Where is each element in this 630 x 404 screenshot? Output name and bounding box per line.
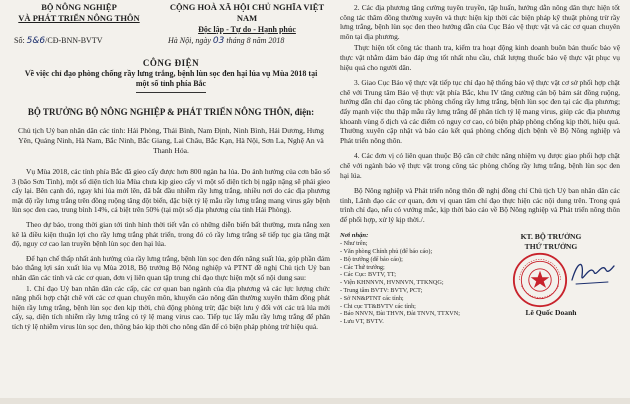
body-paragraph: 2. Các địa phương tăng cường tuyên truyền, tập huấn, hướng dẫn nông dân thực hiện tốt công tác thăm đồng thường xuyên và thực hiện kịp thời các biện pháp kỹ thuật phòng trừ rầy lưng trắng, bệnh lùn sọc đen theo hướng dẫn của Cục Bảo vệ thực vật và các cơ quan chuyên môn tại địa phương. <box>340 3 620 41</box>
paper-bottom-edge <box>0 398 630 404</box>
recipient-item: - Báo NNVN, Đài THVN, Đài TNVN, TTXVN; <box>340 310 460 318</box>
country-name: CỘNG HOÀ XÃ HỘI CHỦ NGHĨA VIỆT NAM <box>169 2 325 23</box>
addressee-list: Chủ tịch Uỷ ban nhân dân các tỉnh: Hải Phòng, Thái Bình, Nam Định, Ninh Bình, Hải Dương, Hưng Yên, Quảng Ninh, Hà Nam, Bắc Ninh, Bắc Giang, Lai Châu, Bắc Kạn, Hà Nội, Sơn La, Nghệ An và Thanh Hóa. <box>18 126 324 155</box>
body-paragraph: Thực hiện tốt công tác thanh tra, kiểm tra hoạt động kinh doanh buôn bán thuốc bảo vệ thực vật nhằm đảm bảo đáp ứng tốt nhất nhu cầu, chất lượng thuốc bảo vệ thực vật phục vụ hiệu quả cho người dân. <box>340 43 620 72</box>
addressor-line: BỘ TRƯỞNG BỘ NÔNG NGHIỆP & PHÁT TRIỂN NÔNG THÔN, điện: <box>27 107 315 117</box>
signer-block <box>482 232 620 318</box>
document-number <box>14 36 103 46</box>
recipient-item: - Các Thứ trưởng; <box>340 263 385 271</box>
recipient-item: - Chi cục TT&BVTV các tỉnh; <box>340 302 416 310</box>
document-subject: Về việc chỉ đạo phòng chống rầy lưng trắng, bệnh lùn sọc đen hại lúa vụ Mùa 2018 tại một số tỉnh phía Bắc <box>24 69 318 88</box>
recipients-heading: Nơi nhận: <box>340 232 369 240</box>
title-underline <box>136 92 206 93</box>
left-column <box>12 0 330 332</box>
ministry-line-2: VÀ PHÁT TRIỂN NÔNG THÔN <box>18 13 140 23</box>
document-type: CÔNG ĐIỆN <box>142 58 200 68</box>
red-seal-stamp-icon <box>512 252 568 308</box>
body-paragraph: 1. Chỉ đạo Uỷ ban nhân dân các cấp, các cơ quan ban ngành của địa phương và các lực lượng chức năng phối hợp chặt chẽ với các cơ quan chuyên môn, khuyến cáo nông dân thường xuyên thăm đồng phát hiện rầy lưng trắng, bệnh lùn sọc đen kịp thời, chủ động phòng trừ; đặc biệt lưu ý đối với các trà lúa mới cấy, sạ, diện tích nhiễm rầy lưng trắng có tỷ lệ mang virus cao. Tiếp tục lấy mẫu rầy lưng trắng để phân tích tỷ lệ nhiễm virus lùn sọc đen, thông báo kịp thời cho nông dân để có biện pháp phòng trừ hiệu quả. <box>12 283 330 331</box>
doc-number-suffix: /CĐ-BNN-BVTV <box>45 36 103 45</box>
doc-number-handwritten: 5&6 <box>26 36 46 46</box>
recipients-list <box>340 232 465 326</box>
body-paragraph: Vụ Mùa 2018, các tỉnh phía Bắc đã gieo cấy được hơn 800 ngàn ha lúa. Do ảnh hưởng của cơn bão số 3 (bão Sơn Tinh), một số diện tích lúa Mùa chưa kịp gieo cấy vì một số diện tích bị ngập nặng sẽ phải gieo cấy lại. Bên cạnh đó, ngay khi lúa mới lên, đã bắt đầu nhiễm rầy lưng trắng, nhiều nơi do các địa phương mật độ rầy lưng trắng trên đồng ruộng tăng đột biến, đặc biệt tỷ lệ mẫu rầy lưng trắng mang virus gây bệnh lùn sọc đen cao, trung bình 14%, cá biệt trên 50% (tại một số địa phương của tỉnh Hải Phòng). <box>12 167 330 215</box>
recipient-item: - Bộ trưởng (để báo cáo); <box>340 255 403 263</box>
date-suffix: tháng 8 năm 2018 <box>226 36 285 45</box>
ministry-line-1: BỘ NÔNG NGHIỆP <box>41 2 117 12</box>
date-day-handwritten: 03 <box>212 36 225 46</box>
recipient-item: - Sở NN&PTNT các tỉnh; <box>340 294 404 302</box>
recipient-item: - Lưu VT, BVTV. <box>340 318 384 326</box>
signer-title: THỨ TRƯỞNG <box>524 241 578 251</box>
body-paragraph: Bộ Nông nghiệp và Phát triển nông thôn đề nghị đồng chí Chủ tịch Uỷ ban nhân dân các tỉnh, Lãnh đạo các cơ quan, đơn vị quan tâm chỉ đạo thực hiện các nội dung trên. Trong quá trình chỉ đạo, nếu có vướng mắc, kịp thời báo cáo về Bộ Nông nghiệp và Phát triển nông thôn để phối hợp, xử lý kịp thời./. <box>340 186 620 224</box>
recipient-item: - Văn phòng Chính phủ (để báo cáo); <box>340 248 433 256</box>
handwritten-signature-icon <box>568 254 616 290</box>
body-paragraph: 3. Giao Cục Bảo vệ thực vật tiếp tục chỉ đạo hệ thống bảo vệ thực vật cơ sở phối hợp chặt chẽ với Trung tâm Bảo vệ thực vật phía Bắc, khu IV tăng cường cán bộ bám sát đồng ruộng, hướng dẫn chỉ đạo công tác phòng chống rầy lưng trắng, bệnh lùn sọc đen tại các địa phương; đẩy mạnh việc thu thập mẫu rầy lưng trắng để phân tích tỷ lệ mang virus, giúp các địa phương khoanh vùng ổ dịch và các điểm có nguy cơ cao, có biện pháp phòng chống kịp thời, hiệu quả. Thường xuyên cập nhật và báo cáo kết quả phòng chống dịch bệnh về Bộ Nông nghiệp và Phát triển nông thôn. <box>340 78 620 145</box>
recipient-item: - Các Cục: BVTV, TT; <box>340 271 396 279</box>
body-paragraph: Để hạn chế thấp nhất ảnh hưởng của rầy lưng trắng, bệnh lùn sọc đen đến năng suất lúa, góp phần đảm bảo thắng lợi sản xuất lúa vụ Mùa 2018, Bộ trưởng Bộ Nông nghiệp và PTNT đề nghị Chủ tịch Uỷ ban nhân dân các tỉnh và các cơ quan, đơn vị liên quan tập trung chỉ đạo thực hiện một số nội dung sau: <box>12 253 330 282</box>
issuing-ministry <box>14 2 144 24</box>
recipient-item: - Như trên; <box>340 240 368 248</box>
body-paragraph: Theo dự báo, trong thời gian tới tình hình thời tiết vẫn có những diễn biến bất thường, mưa nắng xen kẽ là điều kiện thuận lợi cho rầy lưng trắng phát triển, trong đó có rầy lưng trắng sẽ tiếp tục gia tăng mật độ, nguy cơ cao lan truyền bệnh lùn sọc đen hại lúa. <box>12 219 330 249</box>
signer-authority: KT. BỘ TRƯỞNG <box>520 232 582 242</box>
national-motto: Độc lập - Tự do - Hạnh phúc <box>198 25 296 34</box>
recipient-item: - Viện KHNNVN, HVNNVN, TTKNQG; <box>340 279 444 287</box>
date-prefix: Hà Nội, ngày <box>168 36 211 45</box>
signer-name: Lê Quốc Doanh <box>525 308 577 318</box>
document-date <box>168 36 284 46</box>
national-title <box>162 2 332 35</box>
recipient-item: - Trung tâm BVTV: BVTV, PCT; <box>340 287 423 295</box>
signature-block <box>340 232 620 332</box>
right-column <box>340 0 620 332</box>
body-paragraph: 4. Các đơn vị có liên quan thuộc Bộ căn cứ chức năng nhiệm vụ được giao phối hợp chặt chẽ với ngành bảo vệ thực vật trong công tác phòng chống rầy lưng trắng, bệnh lùn sọc đen hại lúa. <box>340 151 620 180</box>
document-title <box>12 58 330 93</box>
doc-number-prefix: Số: <box>14 36 25 45</box>
document-header <box>12 0 330 56</box>
